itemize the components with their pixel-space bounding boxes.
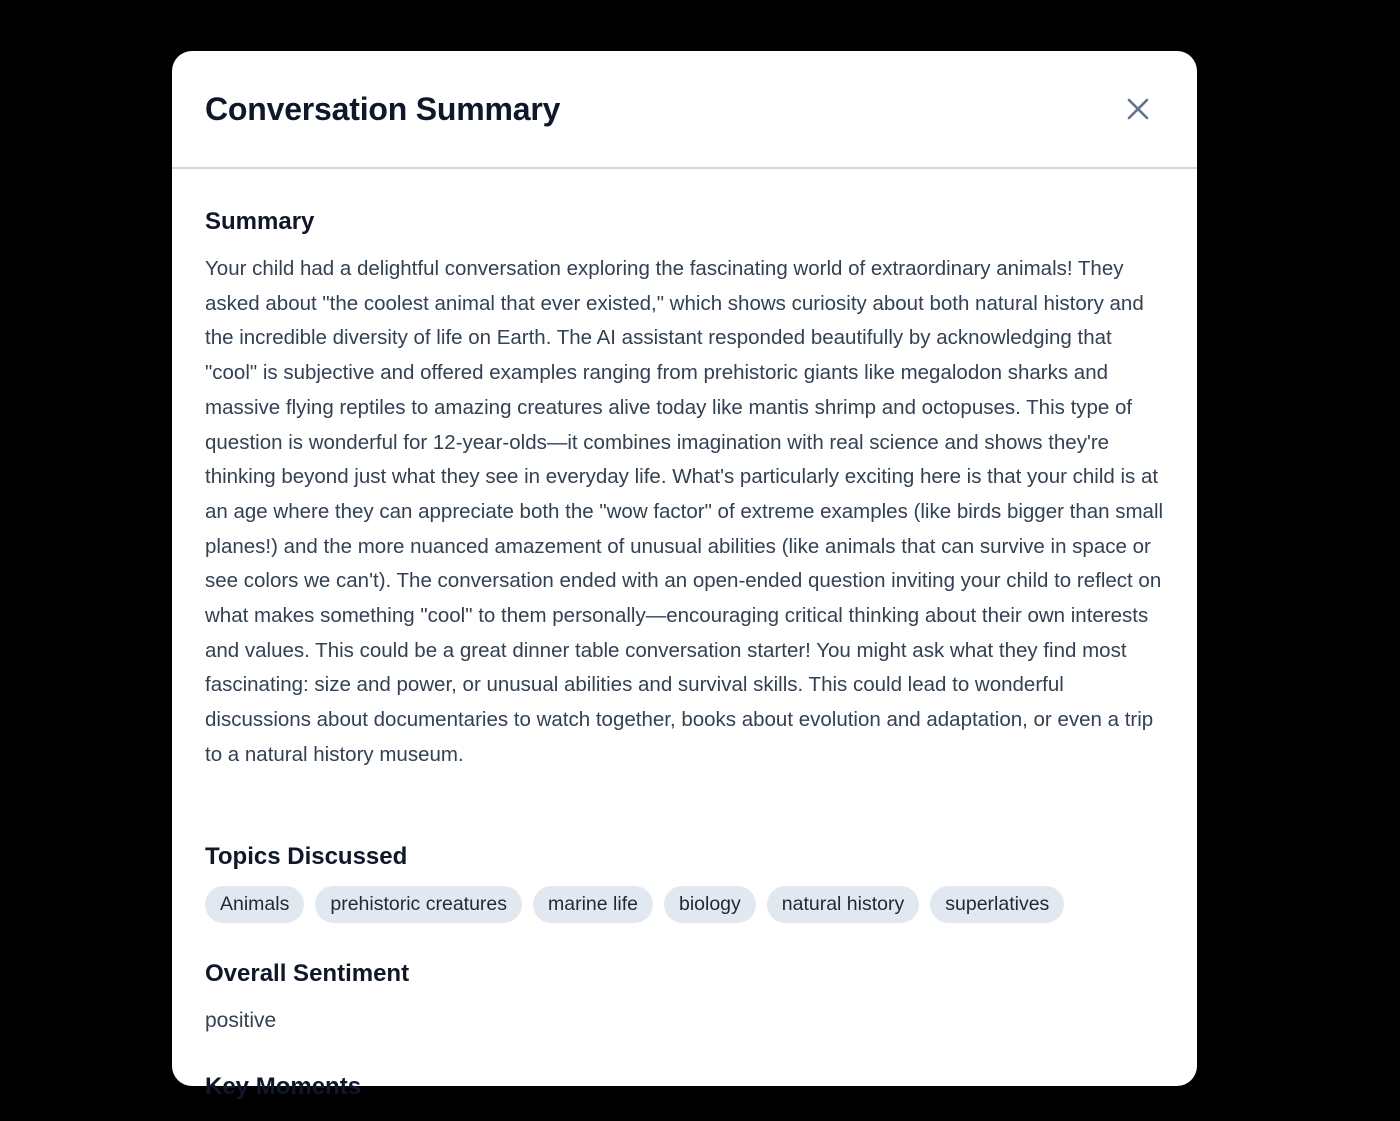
- modal-title: Conversation Summary: [205, 91, 561, 127]
- modal-header: [172, 51, 1197, 169]
- topic-tag: superlatives: [930, 886, 1064, 923]
- topic-tag: Animals: [205, 886, 304, 923]
- topic-tag: biology: [664, 886, 756, 923]
- topics-tag-list: [205, 886, 1165, 924]
- topic-tag: marine life: [533, 886, 653, 923]
- close-icon: [1118, 89, 1158, 129]
- sentiment-heading: Overall Sentiment: [205, 960, 410, 987]
- modal-body[interactable]: [205, 171, 1165, 1100]
- conversation-summary-modal: [172, 51, 1197, 1100]
- key-moments-heading: Key Moments: [205, 1073, 362, 1100]
- topic-tag: natural history: [767, 886, 919, 923]
- summary-text: Your child had a delightful conversation exploring the fascinating world of extraordinary animals! They asked about "the coolest animal that ever existed," which shows curiosity about both natural history and the incredible diversity of life on Earth. The AI assistant responded beautifully by acknowledging that "cool" is subjective and offered examples ranging from prehistoric giants like megalodon sharks and massive flying reptiles to amazing creatures alive today like mantis shrimp and octopuses. This type of question is wonderful for 12-year-olds—it combines imagination with real science and shows they're thinking beyond just what they see in everyday life. What's particularly exciting here is that your child is at an age where they can appreciate both the "wow factor" of extreme examples (like birds bigger than small planes!) and the more nuanced amazement of unusual abilities (like animals that can survive in space or see colors we can't). The conversation ended with an open-ended question inviting your child to reflect on what makes something "cool" to them personally—encouraging critical thinking about their own interests and values. This could be a great dinner table conversation starter! You might ask what they find most fascinating: size and power, or unusual abilities and survival skills. This could lead to wonderful discussions about documentaries to watch together, books about evolution and adaptation, or even a trip to a natural history museum.: [205, 257, 1164, 766]
- summary-heading: Summary: [205, 208, 315, 235]
- sentiment-value: positive: [205, 1009, 277, 1032]
- topics-heading: Topics Discussed: [205, 843, 408, 870]
- topic-tag: prehistoric creatures: [315, 886, 522, 923]
- close-button[interactable]: [1118, 89, 1158, 129]
